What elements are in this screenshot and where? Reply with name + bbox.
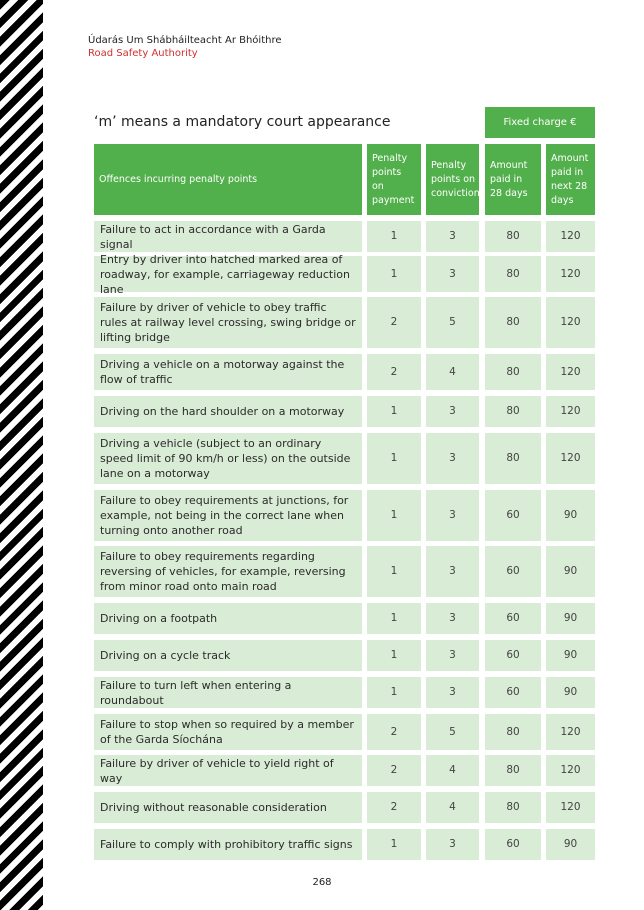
- mandatory-appearance-note: ‘m’ means a mandatory court appearance: [94, 114, 391, 130]
- points-on-conviction-cell: 3: [426, 396, 479, 427]
- page-number: 268: [312, 877, 332, 888]
- amount-28-days-cell: 80: [485, 714, 541, 750]
- column-header-amount-next-28: Amount paid in next 28 days: [546, 144, 595, 215]
- offence-cell: Driving without reasonable consideration: [94, 792, 362, 823]
- amount-28-days-cell: 60: [485, 640, 541, 671]
- offence-cell: Failure to comply with prohibitory traffic signs: [94, 829, 362, 860]
- points-on-conviction-cell: 3: [426, 433, 479, 484]
- amount-28-days-cell: 60: [485, 490, 541, 541]
- amount-next-28-days-cell: 90: [546, 603, 595, 634]
- points-on-payment-cell: 2: [367, 297, 421, 348]
- offence-cell: Driving a vehicle on a motorway against the flow of traffic: [94, 354, 362, 390]
- offence-cell: Driving on a cycle track: [94, 640, 362, 671]
- amount-next-28-days-cell: 90: [546, 677, 595, 708]
- points-on-payment-cell: 2: [367, 755, 421, 786]
- amount-28-days-cell: 80: [485, 755, 541, 786]
- page-header: [88, 34, 282, 60]
- amount-28-days-cell: 80: [485, 221, 541, 252]
- offence-cell: Failure to turn left when entering a roundabout: [94, 677, 362, 708]
- amount-28-days-cell: 80: [485, 297, 541, 348]
- points-on-conviction-cell: 3: [426, 677, 479, 708]
- offence-cell: Failure by driver of vehicle to yield right of way: [94, 755, 362, 786]
- amount-28-days-cell: 60: [485, 546, 541, 597]
- points-on-conviction-cell: 3: [426, 546, 479, 597]
- offence-cell: Driving on the hard shoulder on a motorway: [94, 396, 362, 427]
- amount-28-days-cell: 80: [485, 433, 541, 484]
- column-header-offence: Offences incurring penalty points: [94, 144, 362, 215]
- points-on-conviction-cell: 3: [426, 829, 479, 860]
- points-on-conviction-cell: 3: [426, 490, 479, 541]
- points-on-conviction-cell: 3: [426, 221, 479, 252]
- points-on-conviction-cell: 4: [426, 792, 479, 823]
- points-on-payment-cell: 1: [367, 433, 421, 484]
- points-on-payment-cell: 2: [367, 792, 421, 823]
- offence-cell: Driving on a footpath: [94, 603, 362, 634]
- offence-cell: Failure to act in accordance with a Garda signal: [94, 221, 362, 252]
- amount-next-28-days-cell: 120: [546, 792, 595, 823]
- amount-next-28-days-cell: 90: [546, 640, 595, 671]
- points-on-payment-cell: 1: [367, 677, 421, 708]
- amount-next-28-days-cell: 120: [546, 297, 595, 348]
- amount-next-28-days-cell: 120: [546, 396, 595, 427]
- offence-cell: Failure to stop when so required by a member of the Garda Síochána: [94, 714, 362, 750]
- column-header-points-conviction: Penalty points on conviction: [426, 144, 479, 215]
- points-on-payment-cell: 1: [367, 490, 421, 541]
- offence-cell: Entry by driver into hatched marked area of roadway, for example, carriageway reduction lane: [94, 256, 362, 292]
- points-on-payment-cell: 1: [367, 256, 421, 292]
- amount-next-28-days-cell: 90: [546, 490, 595, 541]
- points-on-conviction-cell: 5: [426, 297, 479, 348]
- offence-cell: Failure to obey requirements at junctions, for example, not being in the correct lane when turning onto another road: [94, 490, 362, 541]
- amount-next-28-days-cell: 120: [546, 354, 595, 390]
- amount-28-days-cell: 60: [485, 603, 541, 634]
- points-on-conviction-cell: 3: [426, 256, 479, 292]
- amount-28-days-cell: 60: [485, 829, 541, 860]
- fixed-charge-header: Fixed charge €: [485, 107, 595, 138]
- amount-next-28-days-cell: 120: [546, 256, 595, 292]
- points-on-payment-cell: 2: [367, 714, 421, 750]
- points-on-payment-cell: 1: [367, 396, 421, 427]
- striped-page-edge: [0, 0, 43, 910]
- points-on-payment-cell: 1: [367, 640, 421, 671]
- column-header-points-payment: Penalty points on payment: [367, 144, 421, 215]
- amount-next-28-days-cell: 90: [546, 829, 595, 860]
- amount-28-days-cell: 80: [485, 792, 541, 823]
- points-on-conviction-cell: 5: [426, 714, 479, 750]
- points-on-payment-cell: 1: [367, 829, 421, 860]
- amount-next-28-days-cell: 120: [546, 755, 595, 786]
- points-on-payment-cell: 1: [367, 603, 421, 634]
- points-on-payment-cell: 2: [367, 354, 421, 390]
- org-name-irish: Údarás Um Shábháilteacht Ar Bhóithre: [88, 35, 282, 46]
- offence-cell: Failure by driver of vehicle to obey traffic rules at railway level crossing, swing bridge or lifting bridge: [94, 297, 362, 348]
- offence-cell: Driving a vehicle (subject to an ordinary speed limit of 90 km/h or less) on the outside lane on a motorway: [94, 433, 362, 484]
- points-on-conviction-cell: 4: [426, 354, 479, 390]
- points-on-payment-cell: 1: [367, 546, 421, 597]
- amount-next-28-days-cell: 90: [546, 546, 595, 597]
- amount-28-days-cell: 80: [485, 396, 541, 427]
- amount-28-days-cell: 80: [485, 256, 541, 292]
- amount-next-28-days-cell: 120: [546, 221, 595, 252]
- org-name-english: Road Safety Authority: [88, 48, 198, 59]
- amount-28-days-cell: 60: [485, 677, 541, 708]
- amount-next-28-days-cell: 120: [546, 433, 595, 484]
- points-on-conviction-cell: 3: [426, 640, 479, 671]
- offence-cell: Failure to obey requirements regarding reversing of vehicles, for example, reversing from minor road onto main road: [94, 546, 362, 597]
- column-header-amount-28: Amount paid in 28 days: [485, 144, 541, 215]
- points-on-conviction-cell: 3: [426, 603, 479, 634]
- points-on-conviction-cell: 4: [426, 755, 479, 786]
- amount-next-28-days-cell: 120: [546, 714, 595, 750]
- amount-28-days-cell: 80: [485, 354, 541, 390]
- points-on-payment-cell: 1: [367, 221, 421, 252]
